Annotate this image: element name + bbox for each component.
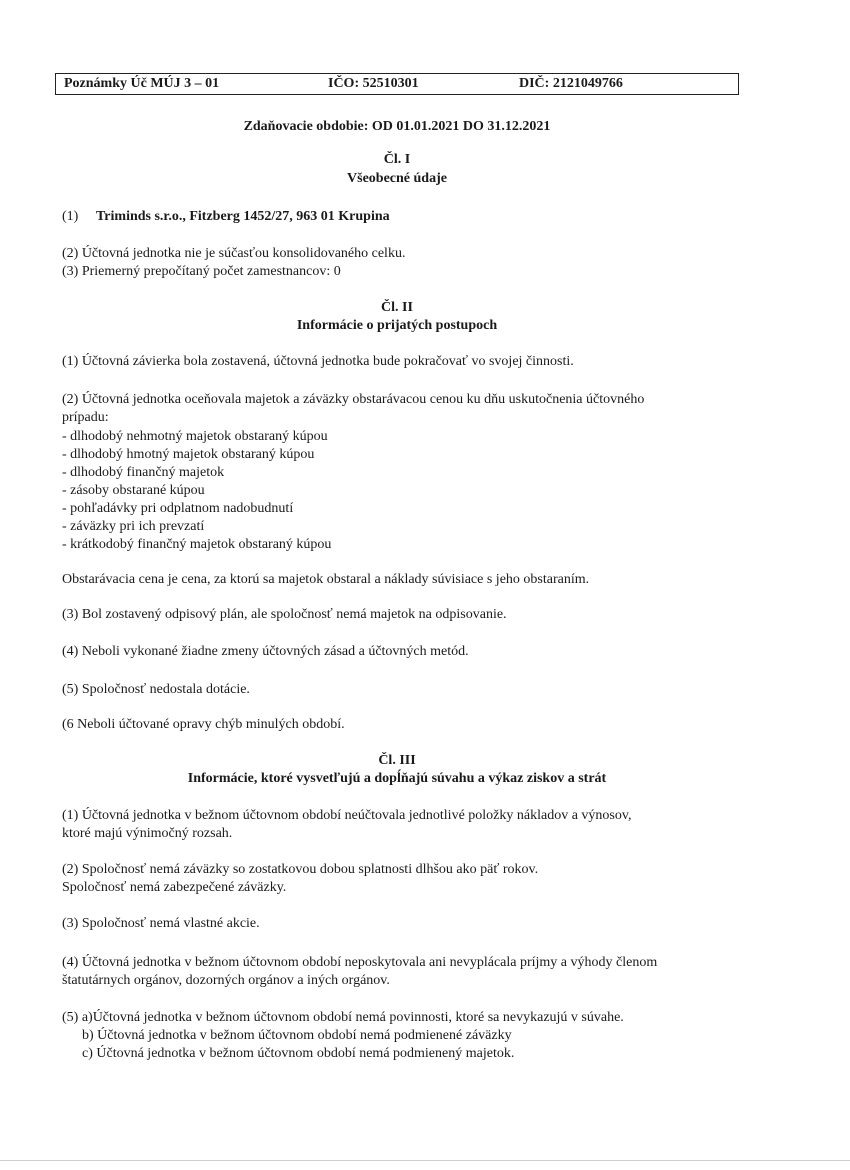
section-2-p1: (1) Účtovná závierka bola zostavená, účtovná jednotka bude pokračovať vo svojej činnosti. <box>62 354 574 369</box>
section-1-p2: (2) Účtovná jednotka nie je súčasťou konsolidovaného celku. <box>62 246 406 261</box>
section-3-p1-line1: (1) Účtovná jednotka v bežnom účtovnom období neúčtovala jednotlivé položky nákladov a výnosov, <box>62 808 632 823</box>
section-3-number: Čl. III <box>378 753 416 768</box>
section-1-title: Všeobecné údaje <box>347 171 447 186</box>
document-header <box>55 73 739 95</box>
section-2-p4: (4) Neboli vykonané žiadne zmeny účtovných zásad a účtovných metód. <box>62 644 469 659</box>
section-3-p3: (3) Spoločnosť nemá vlastné akcie. <box>62 916 260 931</box>
list-item: - dlhodobý nehmotný majetok obstaraný kúpou <box>62 429 328 444</box>
section-2-p6: (6 Neboli účtované opravy chýb minulých období. <box>62 717 345 732</box>
list-item: - záväzky pri ich prevzatí <box>62 519 205 534</box>
section-2-number: Čl. II <box>381 300 413 315</box>
section-1-p1-number: (1) <box>62 209 79 224</box>
section-2-p3: (3) Bol zostavený odpisový plán, ale spoločnosť nemá majetok na odpisovanie. <box>62 607 507 622</box>
section-3-p2-line2: Spoločnosť nemá zabezpečené záväzky. <box>62 880 287 895</box>
section-3-p5-b: b) Účtovná jednotka v bežnom účtovnom období nemá podmienené záväzky <box>82 1028 512 1043</box>
section-3-title: Informácie, ktoré vysvetľujú a dopĺňajú súvahu a výkaz ziskov a strát <box>187 771 607 786</box>
list-item: - pohľadávky pri odplatnom nadobudnutí <box>62 501 294 516</box>
list-item: - dlhodobý hmotný majetok obstaraný kúpou <box>62 447 315 462</box>
section-1-p3: (3) Priemerný prepočítaný počet zamestnancov: 0 <box>62 264 341 279</box>
list-item: - krátkodobý finančný majetok obstaraný kúpou <box>62 537 332 552</box>
section-2-p2-line1: (2) Účtovná jednotka oceňovala majetok a záväzky obstarávacou cenou ku dňu uskutočnenia účtovného <box>62 392 645 407</box>
list-item: - zásoby obstarané kúpou <box>62 483 205 498</box>
section-3-p1-line2: ktoré majú výnimočný rozsah. <box>62 826 233 841</box>
tax-period: Zdaňovacie obdobie: OD 01.01.2021 DO 31.12.2021 <box>243 119 551 134</box>
ico-number: IČO: 52510301 <box>328 76 419 91</box>
section-3-p2-line1: (2) Spoločnosť nemá záväzky so zostatkovou dobou splatnosti dlhšou ako päť rokov. <box>62 862 539 877</box>
section-3-p5-a: (5) a)Účtovná jednotka v bežnom účtovnom období nemá povinnosti, ktoré sa nevykazujú v súvahe. <box>62 1010 624 1025</box>
section-3-p5-c: c) Účtovná jednotka v bežnom účtovnom období nemá podmienený majetok. <box>82 1046 515 1061</box>
section-3-p4-line1: (4) Účtovná jednotka v bežnom účtovnom období neposkytovala ani nevyplácala príjmy a výhody členom <box>62 955 658 970</box>
list-item: - dlhodobý finančný majetok <box>62 465 225 480</box>
acquisition-cost-note: Obstarávacia cena je cena, za ktorú sa majetok obstaral a náklady súvisiace s jeho obstaraním. <box>62 572 590 587</box>
section-1-number: Čl. I <box>383 152 411 167</box>
section-2-p5: (5) Spoločnosť nedostala dotácie. <box>62 682 250 697</box>
doc-label: Poznámky Úč MÚJ 3 – 01 <box>64 76 220 91</box>
page-bottom-edge <box>0 1160 850 1161</box>
company-address: Triminds s.r.o., Fitzberg 1452/27, 963 01 Krupina <box>96 209 390 224</box>
section-2-p2-line2: prípadu: <box>62 410 109 425</box>
dic-number: DIČ: 2121049766 <box>519 76 623 91</box>
section-3-p4-line2: štatutárnych orgánov, dozorných orgánov a iných orgánov. <box>62 973 390 988</box>
section-2-title: Informácie o prijatých postupoch <box>296 318 498 333</box>
